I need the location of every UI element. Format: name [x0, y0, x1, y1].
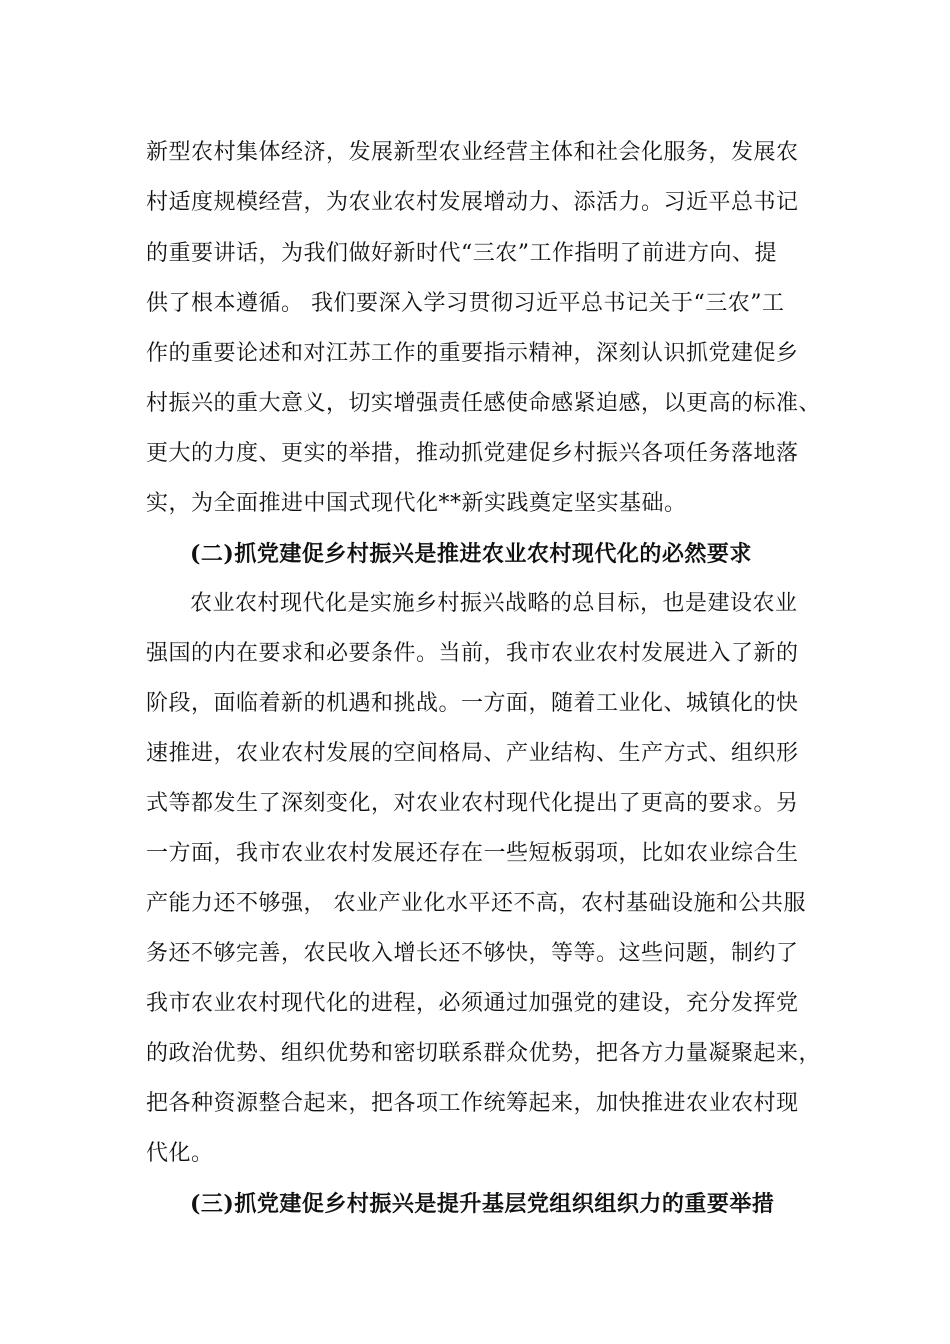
paragraph2-line-7: 产能力还不够强， 农业产业化水平还不高，农村基础设施和公共服	[146, 891, 806, 916]
paragraph1-line-3: 的重要讲话，为我们做好新时代“三农”工作指明了前进方向、提	[146, 241, 777, 266]
paragraph2-line-9: 我市农业农村现代化的进程，必须通过加强党的建设，充分发挥党	[146, 991, 799, 1016]
paragraph1-line-6: 村振兴的重大意义，切实增强责任感使命感紧迫感，以更高的标准、	[146, 391, 822, 416]
section-heading-2: (二)抓党建促乡村振兴是推进农业农村现代化的必然要求	[190, 541, 752, 567]
paragraph2-line-5: 式等都发生了深刻变化，对农业农村现代化提出了更高的要求。另	[146, 791, 799, 816]
paragraph2-line-10: 的政治优势、组织优势和密切联系群众优势，把各方力量凝聚起来，	[146, 1041, 822, 1066]
paragraph2-line-12: 代化。	[146, 1141, 214, 1166]
paragraph2-line-2: 强国的内在要求和必要条件。当前，我市农业农村发展进入了新的	[146, 641, 799, 666]
paragraph2-line-11: 把各种资源整合起来，把各项工作统筹起来，加快推进农业农村现	[146, 1091, 799, 1116]
paragraph1-line-4: 供了根本遵循。 我们要深入学习贯彻习近平总书记关于“三农”工	[146, 291, 785, 316]
paragraph1-line-1: 新型农村集体经济，发展新型农业经营主体和社会化服务，发展农	[146, 140, 799, 165]
paragraph2-line-3: 阶段，面临着新的机遇和挑战。一方面，随着工业化、城镇化的快	[146, 691, 799, 716]
paragraph2-line-4: 速推进，农业农村发展的空间格局、产业结构、生产方式、组织形	[146, 741, 799, 766]
paragraph2-line-8: 务还不够完善，农民收入增长还不够快，等等。这些问题，制约了	[146, 941, 799, 966]
paragraph1-line-5: 作的重要论述和对江苏工作的重要指示精神，深刻认识抓党建促乡	[146, 341, 799, 366]
paragraph2-line-6: 一方面，我市农业农村发展还存在一些短板弱项，比如农业综合生	[146, 841, 799, 866]
paragraph1-line-7: 更大的力度、更实的举措，推动抓党建促乡村振兴各项任务落地落	[146, 441, 799, 466]
paragraph1-line-2: 村适度规模经营，为农业农村发展增动力、添活力。习近平总书记	[146, 190, 799, 215]
paragraph2-line-1: 农业农村现代化是实施乡村振兴战略的总目标，也是建设农业	[190, 591, 798, 616]
paragraph1-line-8: 实，为全面推进中国式现代化**新实践奠定坚实基础。	[146, 491, 687, 516]
section-heading-3: (三)抓党建促乡村振兴是提升基层党组织组织力的重要举措	[190, 1191, 775, 1217]
